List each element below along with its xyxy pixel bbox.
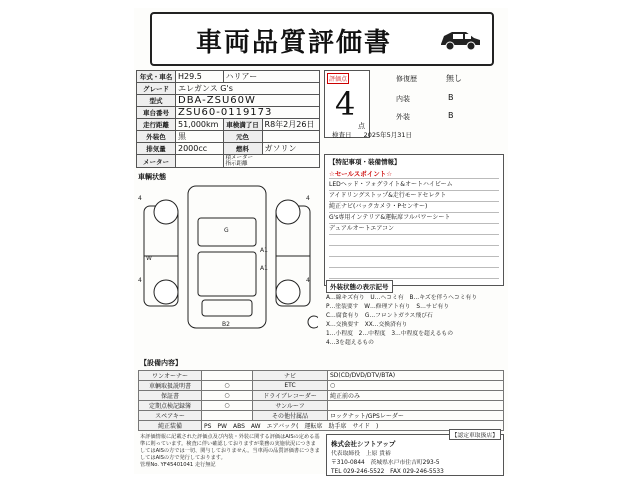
- equip-label: ETC: [253, 381, 328, 391]
- equip-label: その他付属品: [253, 411, 328, 421]
- mark-fl: 4: [138, 195, 142, 202]
- score-value: 4: [335, 85, 356, 123]
- meter-label: メーター: [137, 155, 176, 168]
- diagram-title: 車輌状態: [138, 173, 166, 181]
- interior-value: B: [448, 93, 454, 102]
- mileage-value: 51,000km: [176, 119, 224, 131]
- equip-value: ○: [202, 381, 253, 391]
- history-value: 無し: [446, 74, 462, 83]
- dealer-tel: TEL 029-246-5522 FAX 029-246-5533: [331, 469, 444, 475]
- legend-row: C…腐食有り G…フロントガラス飛び石: [326, 313, 433, 319]
- mark-rr: 4: [306, 277, 310, 284]
- exterior-grade-value: B: [448, 111, 454, 120]
- equip-value: 純正前のみ: [328, 391, 504, 401]
- score-box: [324, 70, 370, 138]
- car-icon: [438, 26, 482, 52]
- manager-number: 管理No. YF45401041 走行無記: [140, 462, 216, 468]
- inspection-date: [332, 130, 412, 139]
- fuel-value: ガソリン: [262, 143, 319, 155]
- equip-label: 車輌取扱説明書: [139, 381, 202, 391]
- standard-equipment-value: PS PW ABS AW エアバック( 運転席 助手席 サイド ): [202, 421, 504, 431]
- grade-label: グレード: [137, 83, 176, 95]
- features-box: [324, 154, 504, 286]
- feature-line: G's専用インテリア&運転席フルパワーシート: [329, 212, 499, 224]
- inspection-date-value: 2025年5月31日: [363, 131, 413, 139]
- chassis-label: 車台番号: [137, 107, 176, 119]
- equipment-title: 【設備内容】: [140, 359, 182, 367]
- legend: [326, 294, 502, 348]
- disclaimer-note: [140, 434, 320, 469]
- model-label: 型式: [137, 95, 176, 107]
- legend-row: 4…3を超えるもの: [326, 340, 374, 346]
- meter-note: 積メーター 指示距離: [223, 155, 319, 168]
- interior-label: 内装: [396, 95, 410, 103]
- legend-row: P…塗装要す W…修理アト有り S…サビ有り: [326, 304, 450, 310]
- car-condition-diagram: [136, 182, 318, 332]
- inspection-label: 検査日: [332, 131, 352, 139]
- mileage-label: 走行距離: [137, 119, 176, 131]
- equip-value: ○: [328, 381, 504, 391]
- standard-equipment-label: 純正装備: [139, 421, 202, 431]
- feature-line: [329, 267, 499, 279]
- original-color-value: [262, 131, 319, 143]
- mark-w-left: W: [146, 255, 152, 262]
- equip-label: ワンオーナー: [139, 371, 202, 381]
- car-name-value: ハリアー: [223, 71, 319, 83]
- equip-label: ドライブレコーダー: [253, 391, 328, 401]
- wheel-rear-left: [154, 280, 178, 304]
- vehicle-info-table: [136, 70, 320, 168]
- feature-line: 純正ナビ(バックカメラ・Pセンサー): [329, 201, 499, 213]
- dealer-address: 〒310-0844 茨城県水戸市住吉町293-5: [331, 460, 440, 466]
- equip-value: [328, 401, 504, 411]
- equip-value: [202, 371, 253, 381]
- meter-blank: [176, 155, 224, 168]
- equip-value: SD(CD/DVD/DTV/BTA): [328, 371, 504, 381]
- equip-label: ナビ: [253, 371, 328, 381]
- feature-line: アイドリングストップ&走行モードセレクト: [329, 190, 499, 202]
- evaluation-sheet: [134, 8, 508, 474]
- fuel-label: 燃料: [223, 143, 262, 155]
- nenshiki-value: H29.5: [176, 71, 224, 83]
- model-value: DBA-ZSU60W: [176, 95, 320, 107]
- displacement-label: 排気量: [137, 143, 176, 155]
- dealer-tag: 【認定車取扱店】: [449, 429, 501, 440]
- mark-a1-right-front: A1: [260, 247, 268, 254]
- dealer-rep: 代表取締役 上原 貴裕: [331, 451, 391, 457]
- features-heading: 【特記事項・装備情報】: [329, 158, 401, 166]
- chassis-value: ZSU60-0119173: [176, 107, 320, 119]
- exterior-grade-label: 外装: [396, 113, 410, 121]
- mark-windshield: G: [224, 227, 229, 234]
- dealer-box: [326, 434, 504, 476]
- disclaimer-text: 本評価情報に記載された評価点及び内装・外装に関する評価はAISの定める基準に則っています。検査に伴い確認しておりますが業務の実施状況につきましてはAISの方では一切、関与しておりません。当車両の品質評価書につきましてはAISの方で発行しております。: [140, 434, 320, 461]
- equip-value: ○: [202, 391, 253, 401]
- equip-value: ○: [202, 401, 253, 411]
- equip-label: スペアキー: [139, 411, 202, 421]
- sales-point-title: ☆セールスポイント☆: [329, 169, 499, 179]
- equip-label: 保証書: [139, 391, 202, 401]
- equip-value: ロックナット/GPSレーダー: [328, 411, 504, 421]
- legend-row: A…線キズ有り U…ヘコミ有 B…キズを伴うヘコミ有り: [326, 295, 478, 301]
- feature-line: LEDヘッド・フォグライト&オートハイビーム: [329, 179, 499, 191]
- mark-fr: 4: [306, 195, 310, 202]
- equip-label: 定期点検記録簿: [139, 401, 202, 411]
- original-color-label: 元色: [223, 131, 262, 143]
- history-label: 修復歴: [396, 75, 417, 83]
- car-outline-top: [188, 186, 266, 328]
- legend-row: 1…小程度 2…中程度 3…中程度を超えるもの: [326, 331, 454, 337]
- grade-value: エレガンス G's: [176, 83, 320, 95]
- mark-a1-right-rear: A1: [260, 265, 268, 272]
- feature-line: デュアルオートエアコン: [329, 223, 499, 235]
- shaken-label: 車検満了日: [223, 119, 262, 131]
- exterior-color-label: 外装色: [137, 131, 176, 143]
- wheel-front-right: [276, 200, 300, 224]
- nenshiki-label: 年式・車名: [137, 71, 176, 83]
- shaken-value: R8年2月26日: [262, 119, 319, 131]
- exterior-color-value: 黒: [176, 131, 224, 143]
- wheel-rear-right: [276, 280, 300, 304]
- title-box: [150, 12, 494, 66]
- mark-b2-rear: B2: [222, 321, 230, 328]
- spare-wheel: [308, 316, 318, 328]
- score-unit: 点: [358, 122, 365, 130]
- equip-label: サンルーフ: [253, 401, 328, 411]
- equipment-table: [138, 370, 504, 431]
- legend-row: X…交換要す XX…交換済有り: [326, 322, 408, 328]
- equip-value: [202, 411, 253, 421]
- page-title: 車両品質評価書: [196, 28, 393, 58]
- legend-title: 外装状態の表示記号: [326, 280, 393, 293]
- displacement-value: 2000cc: [176, 143, 224, 155]
- wheel-front-left: [154, 200, 178, 224]
- score-label: 評価点: [327, 73, 349, 84]
- mark-rl: 4: [138, 277, 142, 284]
- dealer-name: 株式会社シフトアップ: [331, 440, 396, 448]
